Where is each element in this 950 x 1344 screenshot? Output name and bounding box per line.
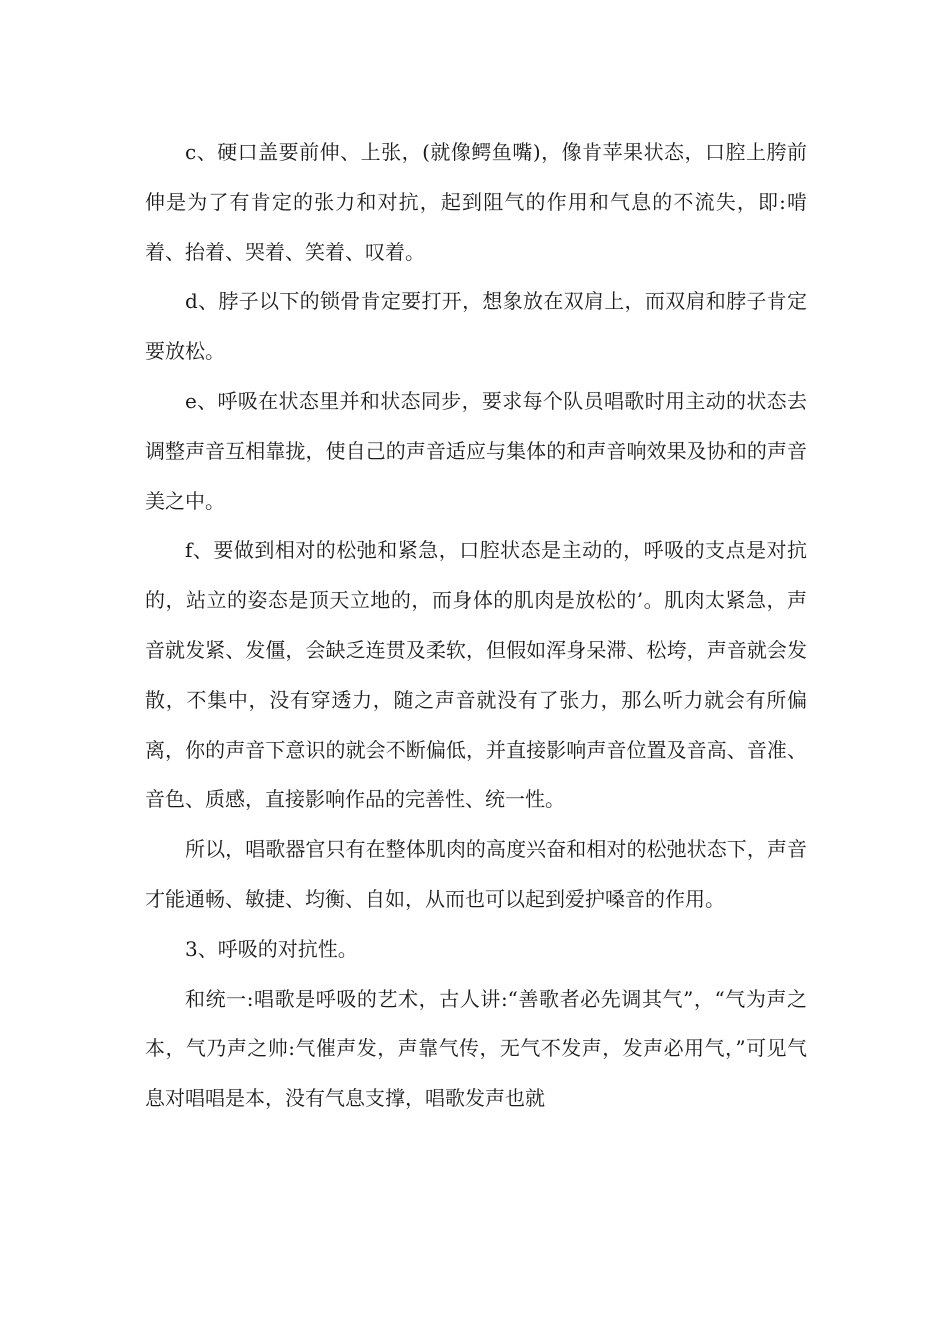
paragraph-d: d、脖子以下的锁骨肯定要打开，想象放在双肩上，而双肩和脖子肯定要放松。 — [145, 289, 807, 364]
paragraph-f: f、要做到相对的松弛和紧急，口腔状态是主动的，呼吸的支点是对抗的，站立的姿态是顶天立地的，而身体的肌肉是放松的’。肌肉太紧急，声音就发紧、发僵，会缺乏连贯及柔软，但假如浑身呆滞、松垮，声音就会发散，不集中，没有穿透力，随之声音就没有了张力，那么听力就会有所偏离，你的声音下意识的就会不断偏低，并直接影响声音位置及音高、音准、音色、质感，直接影响作品的完善性、统一性。 — [145, 538, 807, 812]
document-page — [145, 128, 807, 1124]
paragraph-unity: 和统一:唱歌是呼吸的艺术，古人讲:“善歌者必先调其气”，“气为声之本，气乃声之帅:气催声发，声靠气传，无气不发声，发声必用气，”可见气息对唱唱是本，没有气息支撑，唱歌发声也就 — [145, 986, 807, 1111]
paragraph-e: e、呼吸在状态里并和状态同步，要求每个队员唱歌时用主动的状态去调整声音互相靠拢，使自己的声音适应与集体的和声音响效果及协和的声音美之中。 — [145, 388, 807, 513]
section-heading-3: 3、呼吸的对抗性。 — [185, 936, 358, 961]
paragraph-conclusion: 所以，唱歌器官只有在整体肌肉的高度兴奋和相对的松弛状态下，声音才能通畅、敏捷、均衡、自如，从而也可以起到爱护嗓音的作用。 — [145, 837, 807, 911]
paragraph-c: c、硬口盖要前伸、上张，(就像鳄鱼嘴)，像肯苹果状态，口腔上胯前伸是为了有肯定的张力和对抗，起到阻气的作用和气息的不流失，即:啃着、抬着、哭着、笑着、叹着。 — [145, 140, 807, 264]
